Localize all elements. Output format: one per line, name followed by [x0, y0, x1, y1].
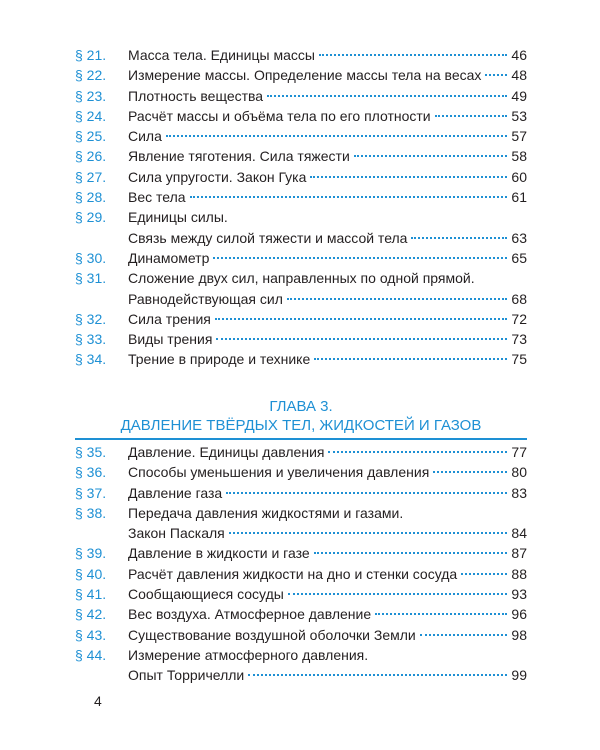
- section-page-number: 75: [511, 351, 527, 368]
- section-number: § 28.: [75, 189, 107, 206]
- section-title: Единицы силы.: [128, 209, 228, 226]
- dot-leader: [314, 358, 507, 360]
- toc-entry-body: [128, 65, 527, 85]
- dot-leader: [267, 95, 507, 97]
- toc-entry-line: [75, 349, 527, 369]
- section-page-number: 46: [511, 47, 527, 63]
- section-number: § 39.: [75, 545, 107, 562]
- section-title: Сила упругости. Закон Гука: [128, 168, 307, 185]
- section-number: § 44.: [75, 646, 107, 663]
- toc-entry-body: [128, 442, 527, 462]
- toc-entry-line: [75, 329, 527, 349]
- section-number: § 40.: [75, 565, 107, 582]
- section-title: Расчёт массы и объёма тела по его плотности: [128, 107, 431, 124]
- section-page-number: 87: [511, 545, 527, 562]
- chapter-title: ДАВЛЕНИЕ ТВЁРДЫХ ТЕЛ, ЖИДКОСТЕЙ И ГАЗОВ: [120, 417, 482, 434]
- section-page-number: 99: [511, 667, 527, 684]
- toc-entry-line: [75, 584, 527, 604]
- toc-entry-line: [75, 86, 527, 106]
- toc-entry-body: [128, 45, 527, 65]
- toc-entry-line: [75, 564, 527, 584]
- chapter-divider: [75, 438, 527, 440]
- section-title: Динамометр: [128, 249, 210, 266]
- section-title: Сила: [128, 128, 162, 145]
- section-number: § 42.: [75, 606, 107, 623]
- dot-leader: [420, 634, 508, 636]
- section-page-number: 57: [511, 128, 527, 145]
- section-page-number: 53: [511, 107, 527, 124]
- dot-leader: [411, 237, 507, 239]
- section-number: § 24.: [75, 107, 107, 124]
- dot-leader: [314, 552, 508, 554]
- section-title: Трение в природе и технике: [128, 351, 311, 368]
- section-title: Сила трения: [128, 310, 211, 327]
- dot-leader: [433, 471, 507, 473]
- toc-entry-line: [75, 65, 527, 85]
- dot-leader: [485, 74, 507, 76]
- section-page-number: 83: [511, 484, 527, 501]
- toc-entry-line: [75, 167, 527, 187]
- dot-leader: [215, 318, 508, 320]
- toc-entry-body: [128, 106, 527, 126]
- toc-entry-body: [128, 483, 527, 503]
- toc-entry-body: [128, 462, 527, 482]
- toc-entry-line: [75, 442, 527, 462]
- section-number: § 31.: [75, 270, 107, 287]
- section-number: § 35.: [75, 444, 107, 460]
- dot-leader: [229, 532, 508, 534]
- section-title: Опыт Торричелли: [128, 667, 245, 684]
- toc-entry-body: [128, 86, 527, 106]
- toc-entry-body: [128, 503, 527, 523]
- dot-leader: [226, 492, 507, 494]
- toc-entry-line: [75, 106, 527, 126]
- section-page-number: 63: [511, 229, 527, 246]
- section-page-number: 48: [511, 67, 527, 84]
- section-page-number: 60: [511, 168, 527, 185]
- toc-entry-line: [75, 523, 527, 543]
- toc-entry-body: [128, 228, 527, 248]
- section-number: § 43.: [75, 626, 107, 643]
- section-title: Расчёт давления жидкости на дно и стенки сосуда: [128, 565, 458, 582]
- section-title: Измерение массы. Определение массы тела на весах: [128, 67, 482, 84]
- section-title: Масса тела. Единицы массы: [128, 47, 315, 63]
- toc-entry-line: [75, 543, 527, 563]
- section-number: § 32.: [75, 310, 107, 327]
- toc-entry-body: [128, 564, 527, 584]
- section-page-number: 84: [511, 525, 527, 542]
- section-number: § 21.: [75, 47, 107, 63]
- toc-entry-body: [128, 604, 527, 624]
- dot-leader: [310, 176, 507, 178]
- section-title: Давление газа: [128, 484, 223, 501]
- section-page-number: 68: [511, 290, 527, 307]
- toc-entry-body: [128, 584, 527, 604]
- toc-entry-line: [75, 483, 527, 503]
- section-page-number: 58: [511, 148, 527, 165]
- toc-entry-line: [75, 146, 527, 166]
- toc-entry-line: [75, 645, 527, 665]
- section-title: Давление в жидкости и газе: [128, 545, 310, 562]
- toc-entry-body: [128, 146, 527, 166]
- toc-entry-line: [75, 503, 527, 523]
- toc-entry-line: [75, 462, 527, 482]
- toc-entry-body: [128, 248, 527, 268]
- section-number: § 26.: [75, 148, 107, 165]
- section-number: § 37.: [75, 484, 107, 501]
- toc-entry-body: [128, 543, 527, 563]
- toc-entry-line: [75, 207, 527, 227]
- toc-entry-body: [128, 187, 527, 207]
- dot-leader: [166, 135, 508, 137]
- toc-entry-line: [75, 187, 527, 207]
- section-number: § 27.: [75, 168, 107, 185]
- section-page-number: 93: [511, 586, 527, 603]
- page-number: 4: [94, 693, 102, 709]
- section-title: Явление тяготения. Сила тяжести: [128, 148, 350, 165]
- chapter-heading: [75, 397, 527, 435]
- toc-entry-body: [128, 289, 527, 309]
- toc-entry-line: [75, 45, 527, 65]
- section-page-number: 96: [511, 606, 527, 623]
- chapter-label: ГЛАВА 3.: [269, 398, 333, 415]
- dot-leader: [461, 573, 507, 575]
- section-number: § 41.: [75, 586, 107, 603]
- toc-entry-line: [75, 665, 527, 685]
- section-title: Передача давления жидкостями и газами.: [128, 504, 404, 521]
- toc-entry-body: [128, 665, 527, 685]
- section-title: Способы уменьшения и увеличения давления: [128, 464, 430, 481]
- section-title: Давление. Единицы давления: [128, 444, 325, 460]
- section-page-number: 49: [511, 87, 527, 104]
- toc-entry-line: [75, 289, 527, 309]
- toc-entry-body: [128, 167, 527, 187]
- toc-entry-line: [75, 604, 527, 624]
- section-page-number: 98: [511, 626, 527, 643]
- dot-leader: [287, 298, 508, 300]
- section-page-number: 77: [511, 444, 527, 460]
- section-number: § 23.: [75, 87, 107, 104]
- section-title: Плотность вещества: [128, 87, 264, 104]
- toc-entry-line: [75, 248, 527, 268]
- section-number: § 34.: [75, 351, 107, 368]
- section-title: Равнодействующая сил: [128, 290, 283, 307]
- toc-section-chapter-2: [75, 45, 527, 370]
- dot-leader: [375, 613, 507, 615]
- section-page-number: 61: [511, 189, 527, 206]
- toc-entry-body: [128, 207, 527, 227]
- toc-entry-body: [128, 349, 527, 369]
- section-title: Измерение атмосферного давления.: [128, 646, 369, 663]
- section-title: Виды трения: [128, 331, 213, 348]
- dot-leader: [435, 115, 508, 117]
- toc-entry-body: [128, 523, 527, 543]
- toc-entry-body: [128, 625, 527, 645]
- section-number: § 29.: [75, 209, 107, 226]
- section-number: § 30.: [75, 249, 107, 266]
- dot-leader: [328, 451, 507, 453]
- toc-entry-line: [75, 309, 527, 329]
- section-page-number: 72: [511, 310, 527, 327]
- section-page-number: 88: [511, 565, 527, 582]
- section-title: Сообщающиеся сосуды: [128, 586, 284, 603]
- section-page-number: 65: [511, 249, 527, 266]
- section-page-number: 73: [511, 331, 527, 348]
- section-number: § 25.: [75, 128, 107, 145]
- dot-leader: [288, 593, 508, 595]
- section-title: Вес воздуха. Атмосферное давление: [128, 606, 372, 623]
- section-title: Существование воздушной оболочки Земли: [128, 626, 416, 643]
- dot-leader: [354, 155, 508, 157]
- toc-section-chapter-3: [75, 442, 527, 686]
- dot-leader: [216, 338, 507, 340]
- section-number: § 33.: [75, 331, 107, 348]
- section-title: Сложение двух сил, направленных по одной прямой.: [128, 270, 475, 287]
- section-number: § 36.: [75, 464, 107, 481]
- dot-leader: [319, 54, 508, 56]
- dot-leader: [248, 674, 507, 676]
- section-number: § 38.: [75, 504, 107, 521]
- toc-entry-body: [128, 126, 527, 146]
- toc-entry-line: [75, 268, 527, 288]
- section-number: § 22.: [75, 67, 107, 84]
- dot-leader: [190, 196, 508, 198]
- section-title: Вес тела: [128, 189, 186, 206]
- toc-entry-body: [128, 268, 527, 288]
- dot-leader: [213, 257, 507, 259]
- toc-entry-body: [128, 645, 527, 665]
- section-page-number: 80: [511, 464, 527, 481]
- toc-entry-line: [75, 126, 527, 146]
- section-title: Закон Паскаля: [128, 525, 225, 542]
- toc-entry-line: [75, 625, 527, 645]
- toc-entry-body: [128, 329, 527, 349]
- toc-entry-body: [128, 309, 527, 329]
- toc-entry-line: [75, 228, 527, 248]
- section-title: Связь между силой тяжести и массой тела: [128, 229, 408, 246]
